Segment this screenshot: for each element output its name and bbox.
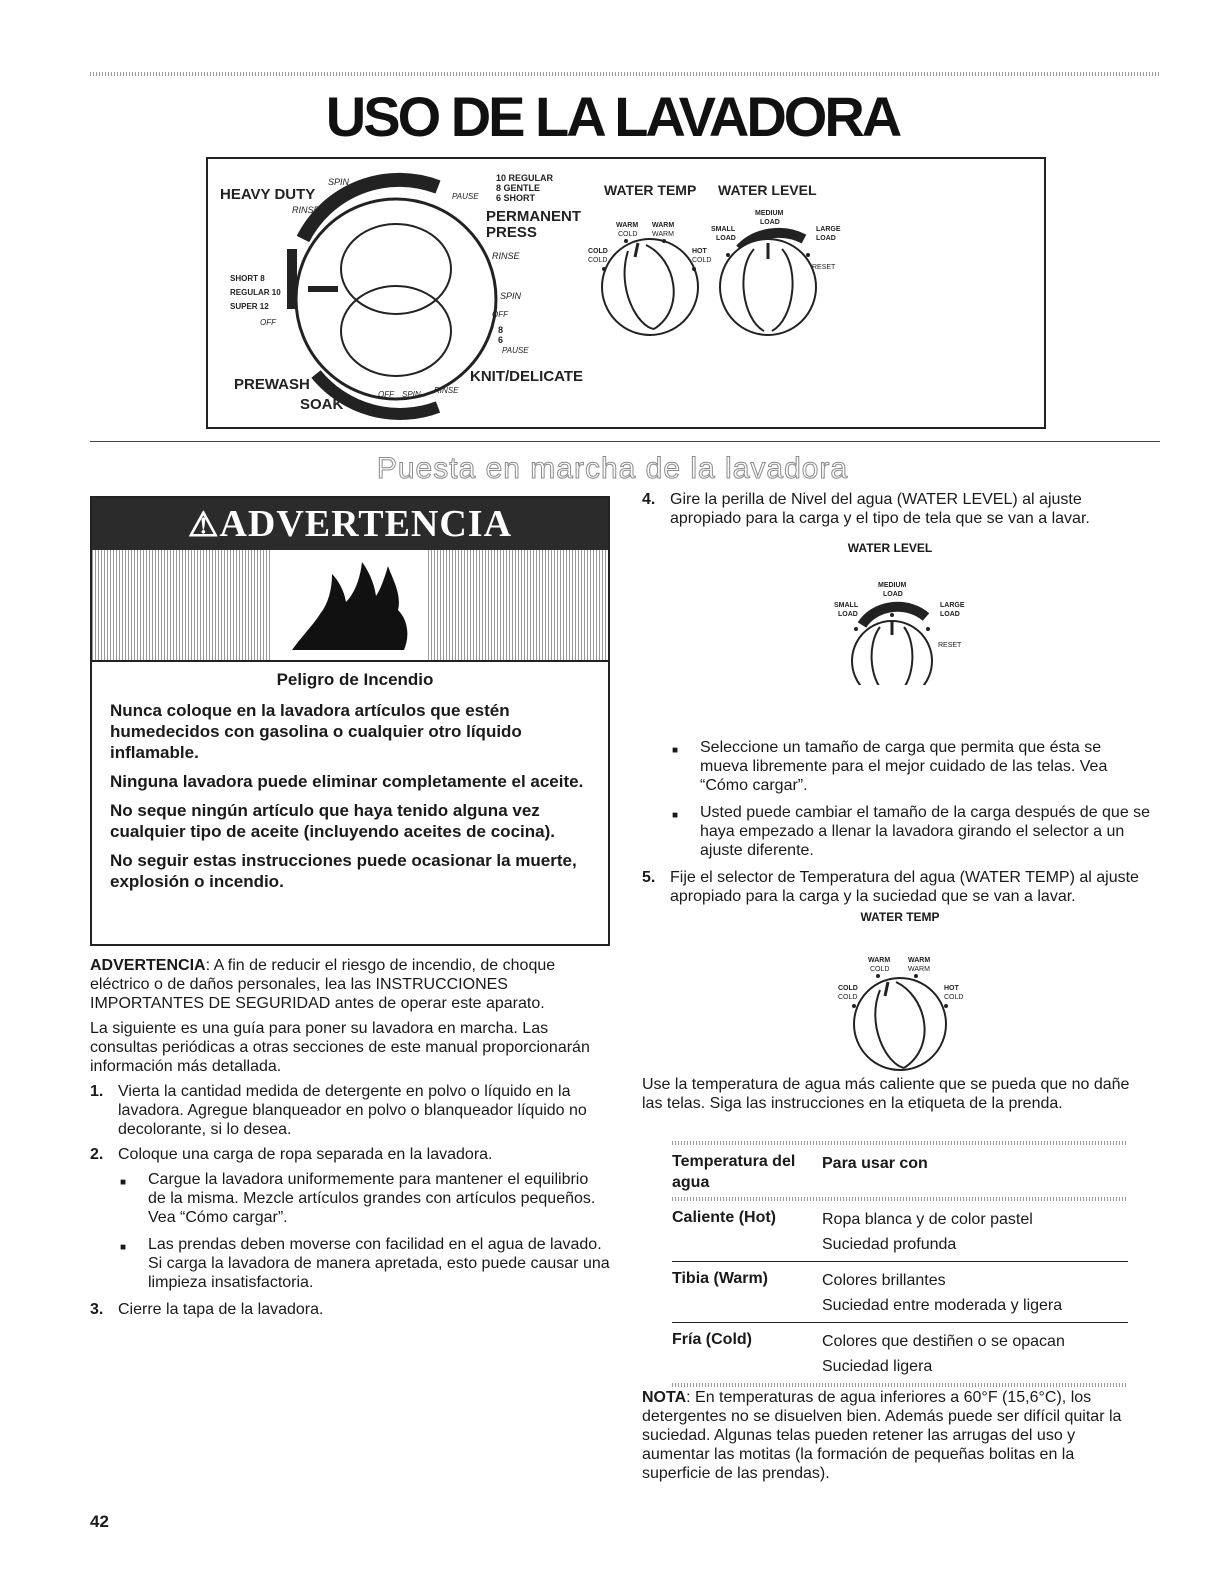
label-gentle-8: 8 GENTLE	[496, 183, 541, 193]
top-rule	[90, 72, 1160, 76]
water-temperature-table	[672, 1141, 1128, 1387]
warning-body	[110, 670, 600, 900]
step-text: Fije el selector de Temperatura del agua (WATER TEMP) al ajuste apropiado para la carga y la suciedad que se van a lavar.	[670, 869, 1139, 905]
diag-temp-cold-3: COLD	[838, 994, 858, 1001]
step-text: Cierre la tapa de la lavadora.	[118, 1301, 324, 1318]
bullet-square-icon: ■	[120, 1242, 127, 1253]
step-number: 3.	[90, 1301, 104, 1318]
diag-temp-cold-2: COLD	[838, 985, 858, 992]
label-permanent: PERMANENT	[486, 208, 582, 225]
table-row	[672, 1201, 1128, 1261]
label-spin-top: SPIN	[328, 177, 350, 187]
label-press: PRESS	[486, 224, 537, 241]
temp-advice: Use la temperatura de agua más caliente que se pueda que no dañe las telas. Siga las instrucciones en la etiqueta de la prenda.	[642, 1076, 1130, 1112]
step-text: Vierta la cantidad medida de detergente en polvo o líquido en la lavadora. Agregue blanqueador en polvo o blanqueador líquido no decolorante, si lo desea.	[118, 1083, 587, 1138]
intro-paragraph: La siguiente es una guía para poner su lavadora en marcha. Las consultas periódicas a otras secciones de este manual proporcionarán información más detallada.	[90, 1020, 590, 1075]
step-4-item	[642, 490, 1152, 528]
diag-level-medium: MEDIUM	[878, 582, 907, 589]
diag-level-load-3: LOAD	[940, 611, 960, 618]
warning-paragraph: Ninguna lavadora puede eliminar completamente el aceite.	[110, 772, 584, 791]
table-header-cell: Para usar con	[822, 1155, 928, 1172]
step-number: 1.	[90, 1083, 104, 1100]
label-rinse-bottom: RINSE	[434, 386, 459, 395]
label-8-right: 8	[498, 325, 504, 335]
water-level-knob	[720, 233, 816, 335]
label-level-reset: RESET	[812, 264, 836, 271]
label-off-right: OFF	[492, 310, 508, 319]
bullet-text: Las prendas deben moverse con facilidad en el agua de lavado. Si carga la lavadora de manera apretada, esto puede causar una limpieza insatisfactoria.	[148, 1236, 610, 1291]
step-number: 5.	[642, 869, 656, 886]
water-temp-diagram	[800, 910, 1000, 1084]
table-cell-temp: Tibia (Warm)	[672, 1270, 769, 1287]
label-water-level: WATER LEVEL	[718, 182, 817, 198]
label-super-12: SUPER 12	[230, 302, 269, 311]
bullet-square-icon: ■	[672, 810, 679, 821]
diag-level-load-2: LOAD	[838, 611, 858, 618]
section-divider	[90, 441, 1160, 442]
label-spin-bottom: SPIN	[402, 390, 421, 399]
water-level-diagram	[780, 541, 1000, 685]
page-title: USO DE LA LAVADORA	[325, 85, 900, 148]
warning-paragraph: No seguir estas instrucciones puede ocasionar la muerte, explosión o incendio.	[110, 851, 577, 891]
diag-temp-warm-2: WARM	[908, 957, 931, 964]
table-cell-temp: Caliente (Hot)	[672, 1209, 776, 1226]
control-panel-illustration	[206, 157, 1046, 429]
table-cell-use: Suciedad entre moderada y ligera	[822, 1297, 1063, 1314]
note-text: : En temperaturas de agua inferiores a 60°F (15,6°C), los detergentes no se disuelven bien. Además puede ser difícil quitar la suciedad. Algunas telas pueden retener las arrugas del uso y aumentar las motitas (la formación de pequeñas bolitas en la superficie de las prendas).	[642, 1389, 1122, 1482]
label-prewash: PREWASH	[234, 376, 310, 393]
label-level-medium: MEDIUM	[755, 210, 784, 217]
table-header	[672, 1145, 1128, 1197]
label-off-left: OFF	[260, 318, 276, 327]
step-2-bullet	[90, 1170, 610, 1227]
diag-level-load-1: LOAD	[883, 591, 903, 598]
table-cell-temp: Fría (Cold)	[672, 1331, 752, 1348]
advertencia-label: ADVERTENCIA	[90, 957, 206, 974]
note-label: NOTA	[642, 1389, 687, 1406]
table-cell-use: Ropa blanca y de color pastel	[822, 1211, 1033, 1228]
diagram-water-temp-label: WATER TEMP	[860, 910, 940, 924]
diag-level-reset: RESET	[938, 642, 962, 649]
diag-level-large: LARGE	[940, 602, 965, 609]
warning-heading: ADVERTENCIA	[219, 503, 513, 545]
step-text: Coloque una carga de ropa separada en la lavadora.	[118, 1146, 493, 1163]
left-column	[90, 956, 610, 1325]
warning-paragraph: No seque ningún artículo que haya tenido alguna vez cualquier tipo de aceite (incluyendo aceites de cocina).	[110, 801, 555, 841]
label-level-large: LARGE	[816, 226, 841, 233]
step-number: 2.	[90, 1146, 104, 1163]
step-4-bullets	[642, 738, 1152, 912]
warning-icon-area	[92, 550, 608, 660]
label-temp-cold-3: COLD	[588, 257, 608, 264]
label-temp-warm-1: WARM	[616, 222, 639, 229]
diagram-water-level-label: WATER LEVEL	[847, 541, 933, 555]
label-temp-warm-3: WARM	[652, 231, 674, 238]
control-panel-svg	[208, 159, 1044, 427]
table-row	[672, 1323, 1128, 1383]
diag-level-small: SMALL	[834, 602, 859, 609]
note-paragraph	[642, 1388, 1142, 1483]
label-temp-cold-2: COLD	[588, 248, 608, 255]
label-heavy-duty: HEAVY DUTY	[220, 186, 316, 203]
step-4-bullet	[642, 803, 1152, 860]
diag-temp-warm-3: WARM	[908, 966, 930, 973]
warning-header	[92, 498, 608, 550]
label-regular-10: 10 REGULAR	[496, 173, 554, 183]
label-pause-right: PAUSE	[502, 346, 529, 355]
label-rinse-left: RINSE	[292, 205, 320, 215]
water-level-diagram-svg	[780, 555, 1000, 685]
diag-temp-cold-4: COLD	[944, 994, 964, 1001]
water-temp-knob	[602, 239, 698, 335]
table-header-cell: Temperatura del agua	[672, 1153, 796, 1191]
label-short-8: SHORT 8	[230, 274, 265, 283]
label-regular-10-left: REGULAR 10	[230, 288, 281, 297]
label-level-load-3: LOAD	[816, 235, 836, 242]
label-temp-hot: HOT	[692, 248, 707, 255]
warning-separator	[92, 660, 608, 662]
water-temp-diagram-svg	[800, 924, 1000, 1084]
label-spin-right: SPIN	[500, 291, 522, 301]
label-knit-delicate: KNIT/DELICATE	[470, 368, 584, 385]
step-4	[642, 490, 1152, 534]
step-2	[90, 1145, 610, 1164]
step-4-bullet	[642, 738, 1152, 795]
table-cell-use: Suciedad profunda	[822, 1236, 957, 1253]
bullet-square-icon: ■	[120, 1177, 127, 1188]
page-number: 42	[90, 1512, 109, 1531]
label-level-small: SMALL	[711, 226, 736, 233]
bullet-square-icon: ■	[672, 745, 679, 756]
diag-temp-warm-1: WARM	[868, 957, 891, 964]
warning-subtitle: Peligro de Incendio	[276, 670, 434, 689]
label-water-temp: WATER TEMP	[604, 182, 697, 198]
table-row	[672, 1262, 1128, 1322]
table-cell-use: Colores brillantes	[822, 1272, 946, 1289]
step-1	[90, 1082, 610, 1139]
label-level-load-1: LOAD	[760, 219, 780, 226]
label-short-6: 6 SHORT	[496, 193, 536, 203]
label-temp-warm-2: WARM	[652, 222, 675, 229]
label-off-top: OFF	[398, 173, 416, 183]
label-pause-top: PAUSE	[452, 192, 479, 201]
diag-temp-hot: HOT	[944, 985, 959, 992]
label-temp-cold-4: COLD	[692, 257, 712, 264]
table-bottom-rule	[672, 1383, 1128, 1387]
table-cell-use: Colores que destiñen o se opacan	[822, 1333, 1065, 1350]
warning-triangle-icon: ⚠	[187, 507, 220, 544]
label-off-bottom: OFF	[378, 390, 394, 399]
label-rinse-right: RINSE	[492, 251, 520, 261]
warning-paragraph: Nunca coloque en la lavadora artículos que estén humedecidos con gasolina o cualquier otro líquido inflamable.	[110, 701, 522, 762]
label-level-load-2: LOAD	[716, 235, 736, 242]
step-2-bullet	[90, 1235, 610, 1292]
bullet-text: Seleccione un tamaño de carga que permita que ésta se mueva libremente para el mejor cuidado de las telas. Vea “Cómo cargar”.	[700, 739, 1108, 794]
advertencia-text: : A fin de reducir el riesgo de incendio, de choque eléctrico o de daños personales, lea las INSTRUCCIONES IMPORTANTES DE SEGURIDAD antes de operar este aparato.	[90, 957, 556, 1012]
bullet-text: Cargue la lavadora uniformemente para mantener el equilibrio de la misma. Mezcle artículos grandes con artículos pequeños. Vea “Cómo cargar”.	[148, 1171, 596, 1226]
step-5	[642, 868, 1152, 906]
advertencia-paragraph	[90, 956, 610, 1013]
diag-temp-cold-1: COLD	[870, 966, 890, 973]
label-soak: SOAK	[300, 396, 344, 413]
cycle-knob	[292, 180, 496, 414]
step-number: 4.	[642, 491, 656, 508]
step-3	[90, 1300, 610, 1319]
warning-box	[90, 496, 610, 946]
label-temp-cold-1: COLD	[618, 231, 638, 238]
label-6-right: 6	[498, 335, 504, 345]
step-text: Gire la perilla de Nivel del agua (WATER LEVEL) al ajuste apropiado para la carga y el tipo de tela que se van a lavar.	[670, 491, 1090, 527]
bullet-text: Usted puede cambiar el tamaño de la carga después de que se haya empezado a llenar la lavadora girando el selector a un ajuste diferente.	[700, 804, 1151, 859]
table-cell-use: Suciedad ligera	[822, 1358, 933, 1375]
section-title: Puesta en marcha de la lavadora	[376, 452, 849, 485]
